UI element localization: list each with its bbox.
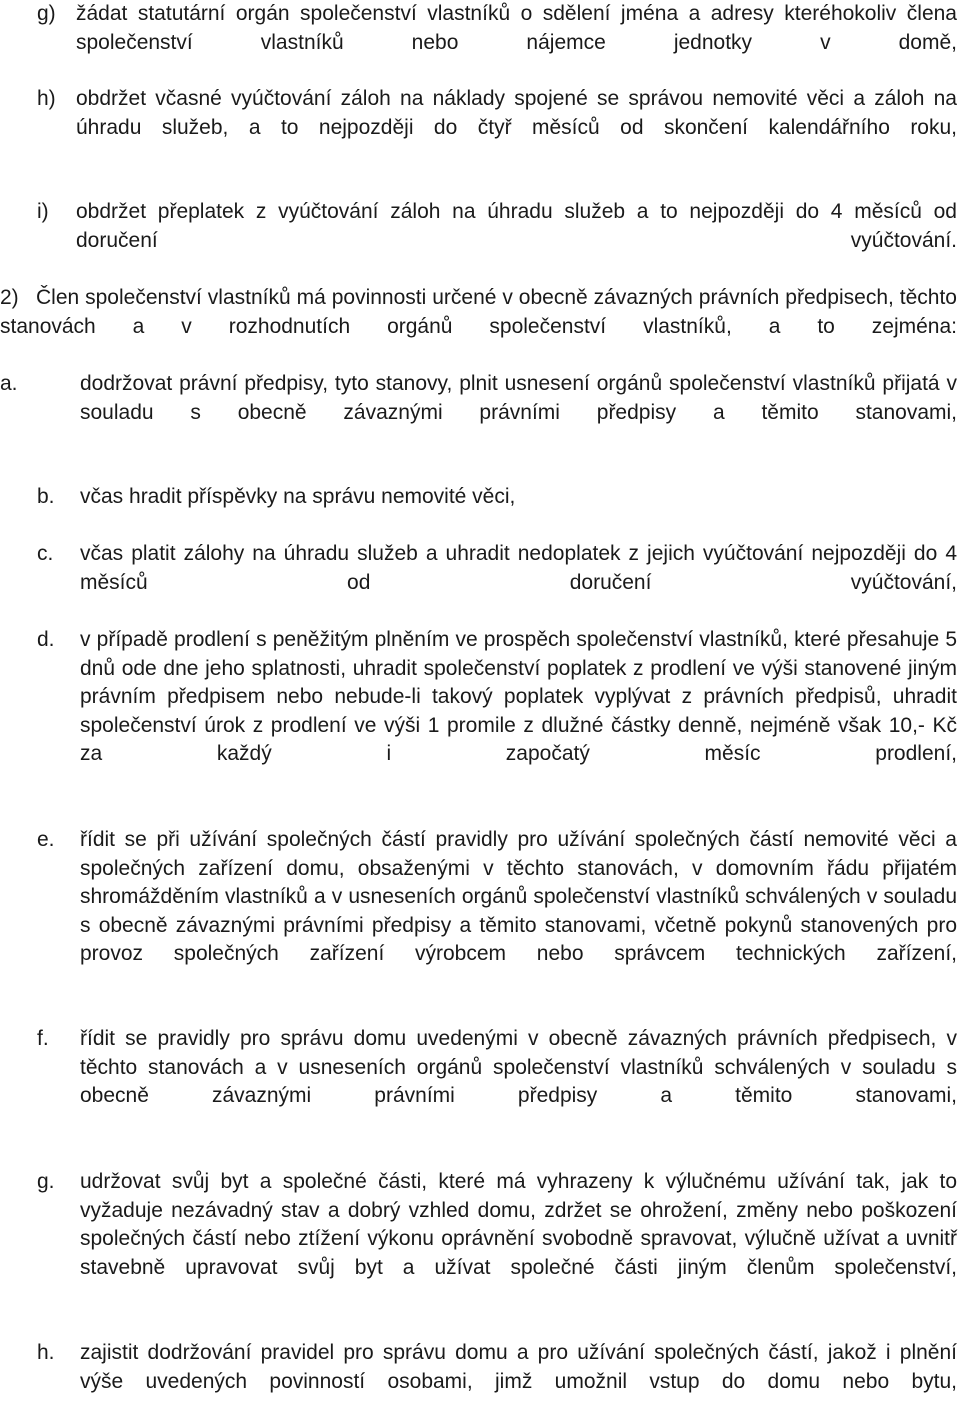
item-label: d. bbox=[37, 628, 55, 651]
item-text: v případě prodlení s peněžitým plněním ve prospěch společenství vlastníků, které přesahuje 5 dnů ode dne jeho splatnosti, uhradit společenství poplatek z prodlení ve výši stanovené jiným právním předpisem nebo nebude-li takový poplatek vyplývat z právních předpisů, uhradit společenství úrok z prodlení ve výši 1 promile z dlužné částky denně, nejméně však 10,- Kč za každý i započatý měsíc prodlení, bbox=[80, 628, 957, 765]
item-text: žádat statutární orgán společenství vlastníků o sdělení jména a adresy kteréhokoliv člena společenství vlastníků nebo nájemce jednotky v domě, bbox=[76, 2, 957, 54]
item-text: dodržovat právní předpisy, tyto stanovy, plnit usnesení orgánů společenství vlastníků přijatá v souladu s obecně závaznými právními předpisy a těmito stanovami, bbox=[80, 372, 957, 424]
item-label: b. bbox=[37, 485, 55, 508]
item-label: f. bbox=[37, 1027, 49, 1050]
item-label: h. bbox=[37, 1341, 55, 1364]
item-label: i) bbox=[37, 200, 49, 223]
item-label: g) bbox=[37, 2, 56, 25]
item-text: udržovat svůj byt a společné části, které má vyhrazeny k výlučnému užívání tak, jak to vyžaduje nezávadný stav a dobrý vzhled domu, zdržet se ohrožení, změny nebo poškození společných částí nebo ztížení výkonu oprávnění svobodně spravovat, výlučně užívat a uvnitř stavebně upravovat svůj byt a užívat společné části jiným členům společenství, bbox=[80, 1170, 957, 1279]
paragraph-text: Člen společenství vlastníků má povinnosti určené v obecně závazných právních předpisech, těchto stanovách a v rozhodnutích orgánů společenství vlastníků, a to zejména: bbox=[0, 286, 957, 338]
item-text: zajistit dodržování pravidel pro správu domu a pro užívání společných částí, jakož i plnění výše uvedených povinností osobami, jimž umožnil vstup do domu nebo bytu, bbox=[80, 1341, 957, 1393]
item-text: včas hradit příspěvky na správu nemovité věci, bbox=[80, 485, 516, 508]
item-text: obdržet včasné vyúčtování záloh na náklady spojené se správou nemovité věci a záloh na úhradu služeb, a to nejpozději do čtyř měsíců od skončení kalendářního roku, bbox=[76, 87, 957, 139]
item-label: g. bbox=[37, 1170, 55, 1193]
item-text: obdržet přeplatek z vyúčtování záloh na úhradu služeb a to nejpozději do 4 měsíců od doručení vyúčtování. bbox=[76, 200, 957, 252]
item-text: řídit se pravidly pro správu domu uvedenými v obecně závazných právních předpisech, v těchto stanovách a v usneseních orgánů společenství vlastníků schválených v souladu s obecně závaznými právními předpisy a těmito stanovami, bbox=[80, 1027, 957, 1107]
paragraph-label: 2) bbox=[0, 286, 19, 309]
item-text: řídit se při užívání společných částí pravidly pro užívání společných částí nemovité věci a společných zařízení domu, obsaženými v těchto stanovách, v domovním řádu přijatém shromážděním vlastníků a v usneseních orgánů společenství vlastníků schválených v souladu s obecně závaznými právními předpisy a těmito stanovami, včetně pokynů stanovených pro provoz společných zařízení výrobcem nebo správcem technických zařízení, bbox=[80, 828, 957, 965]
item-label: a. bbox=[0, 372, 18, 395]
item-text: včas platit zálohy na úhradu služeb a uhradit nedoplatek z jejich vyúčtování nejpozději do 4 měsíců od doručení vyúčtování, bbox=[80, 542, 957, 594]
item-label: h) bbox=[37, 87, 56, 110]
item-label: c. bbox=[37, 542, 54, 565]
item-label: e. bbox=[37, 828, 55, 851]
